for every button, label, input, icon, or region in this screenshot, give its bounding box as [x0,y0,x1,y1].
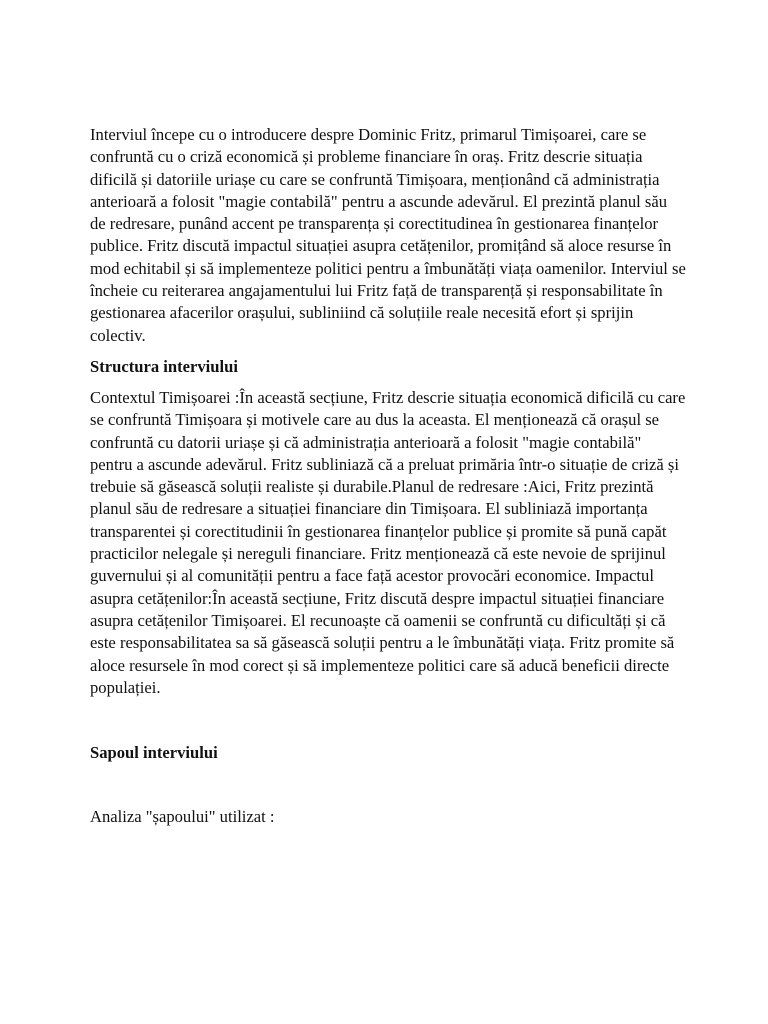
analysis-line: Analiza "șapoului" utilizat : [90,807,275,827]
structure-heading: Structura interviului [90,356,238,376]
sapou-heading: Sapoul interviului [90,743,218,763]
structure-paragraph: Contextul Timișoarei :În această secțiune, Fritz descrie situația economică dificilă cu care se confruntă Timișoara și motivele care au dus la aceasta. El menționează că orașul se confruntă cu datorii uriașe și că administrația anterioară a folosit "magie contabilă" pentru a ascunde adevărul. Fritz subliniază că a preluat primăria într-o situație de criză și trebuie să găsească soluții realiste și durabile.Planul de redresare :Aici, Fritz prezintă planul său de redresare a situației financiare din Timișoara. El subliniază importanța transparentei și corectitudinii în gestionarea finanțelor publice și promite să pună capăt practicilor nelegale și nereguli financiare. Fritz menționează că este nevoie de sprijinul guvernului și al comunității pentru a face față acestor provocări economice. Impactul asupra cetățenilor:În această secțiune, Fritz discută despre impactul situației financiare asupra cetățenilor Timișoarei. El recunoaște că oamenii se confruntă cu dificultăți și că este responsabilitatea sa să găsească soluții pentru a le îmbunătăți viața. Fritz promite să aloce resursele în mod corect și să implementeze politici care să aducă beneficii directe populației. [90,387,686,697]
document-page [90,124,686,828]
intro-paragraph: Interviul începe cu o introducere despre Dominic Fritz, primarul Timișoarei, care se confruntă cu o criză economică și probleme financiare în oraș. Fritz descrie situația dificilă și datoriile uriașe cu care se confruntă Timișoara, menționând că administrația anterioară a folosit "magie contabilă" pentru a ascunde adevărul. El prezintă planul său de redresare, punând accent pe transparența și corectitudinea în gestionarea finanțelor publice. Fritz discută impactul situației asupra cetățenilor, promițând să aloce resurse în mod echitabil și să implementeze politici pentru a îmbunătăți viața oamenilor. Interviul se încheie cu reiterarea angajamentului lui Fritz față de transparență și responsabilitate în gestionarea afacerilor orașului, subliniind că soluțiile reale necesită efort și sprijin colectiv. [90,125,686,345]
